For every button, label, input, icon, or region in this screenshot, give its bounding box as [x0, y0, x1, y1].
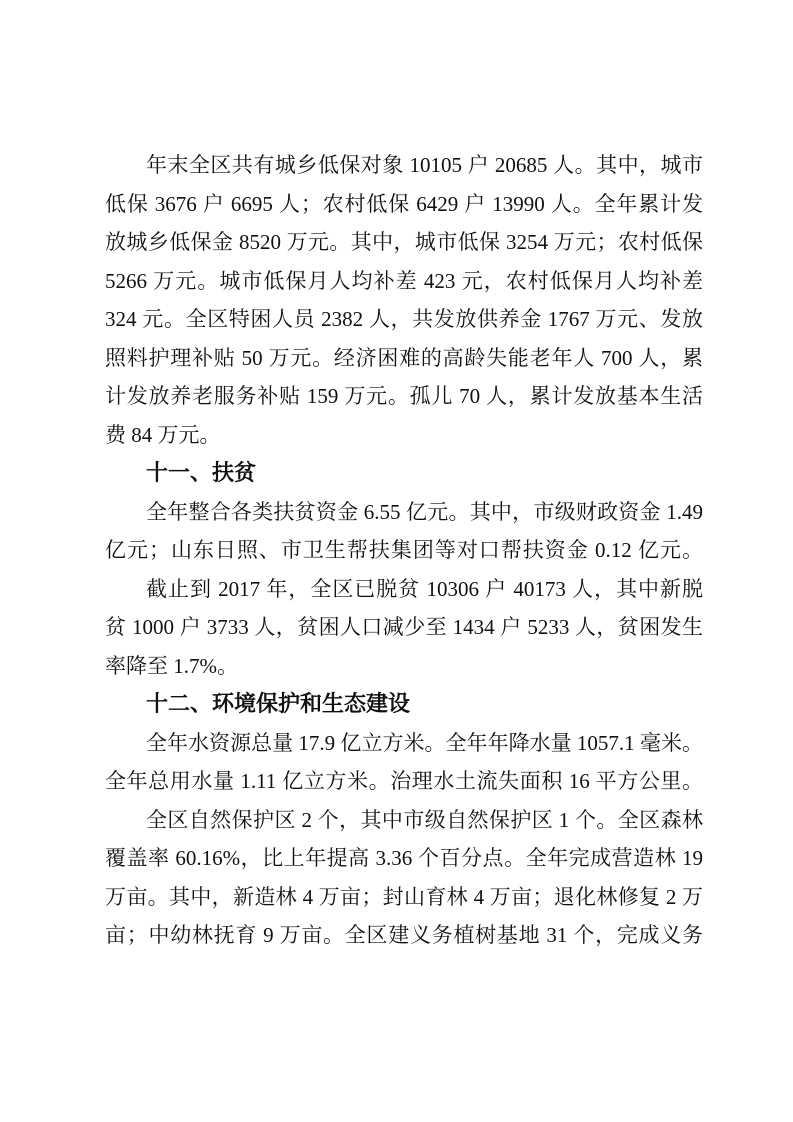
text-line: 覆盖率 60.16%，比上年提高 3.36 个百分点。全年完成营造林 19 — [105, 846, 703, 870]
document-body — [105, 146, 703, 955]
text-line: 放城乡低保金 8520 万元。其中，城市低保 3254 万元；农村低保 — [105, 230, 703, 254]
text-line: 低保 3676 户 6695 人；农村低保 6429 户 13990 人。全年累计发 — [105, 191, 703, 216]
text-line: 年末全区共有城乡低保对象 10105 户 20685 人。其中，城市 — [146, 153, 703, 177]
text-line: 亩；中幼林抚育 9 万亩。全区建义务植树基地 31 个，完成义务 — [105, 923, 703, 947]
text-line: 计发放养老服务补贴 159 万元。孤儿 70 人，累计发放基本生活 — [105, 384, 703, 408]
section-heading: 十二、环境保护和生态建设 — [146, 691, 411, 716]
text-line: 全年整合各类扶贫资金 6.55 亿元。其中，市级财政资金 1.49 — [146, 499, 703, 524]
text-line: 费 84 万元。 — [105, 422, 221, 447]
text-line: 324 元。全区特困人员 2382 人，共发放供养金 1767 万元、发放 — [105, 307, 703, 331]
section-heading: 十一、扶贫 — [146, 460, 257, 485]
text-line: 全年总用水量 1.11 亿立方米。治理水土流失面积 16 平方公里。 — [105, 769, 703, 793]
text-line: 截止到 2017 年，全区已脱贫 10306 户 40173 人，其中新脱 — [146, 576, 703, 601]
text-line: 率降至 1.7%。 — [105, 653, 238, 678]
text-line: 亿元；山东日照、市卫生帮扶集团等对口帮扶资金 0.12 亿元。 — [105, 538, 703, 562]
text-line: 5266 万元。城市低保月人均补差 423 元，农村低保月人均补差 — [105, 268, 703, 293]
text-line: 贫 1000 户 3733 人，贫困人口减少至 1434 户 5233 人，贫困发生 — [105, 615, 703, 639]
text-line: 全年水资源总量 17.9 亿立方米。全年年降水量 1057.1 毫米。 — [146, 730, 703, 755]
text-line: 照料护理补贴 50 万元。经济困难的高龄失能老年人 700 人，累 — [105, 345, 703, 370]
text-line: 全区自然保护区 2 个，其中市级自然保护区 1 个。全区森林 — [146, 807, 703, 832]
text-line: 万亩。其中，新造林 4 万亩；封山育林 4 万亩；退化林修复 2 万 — [105, 884, 703, 909]
